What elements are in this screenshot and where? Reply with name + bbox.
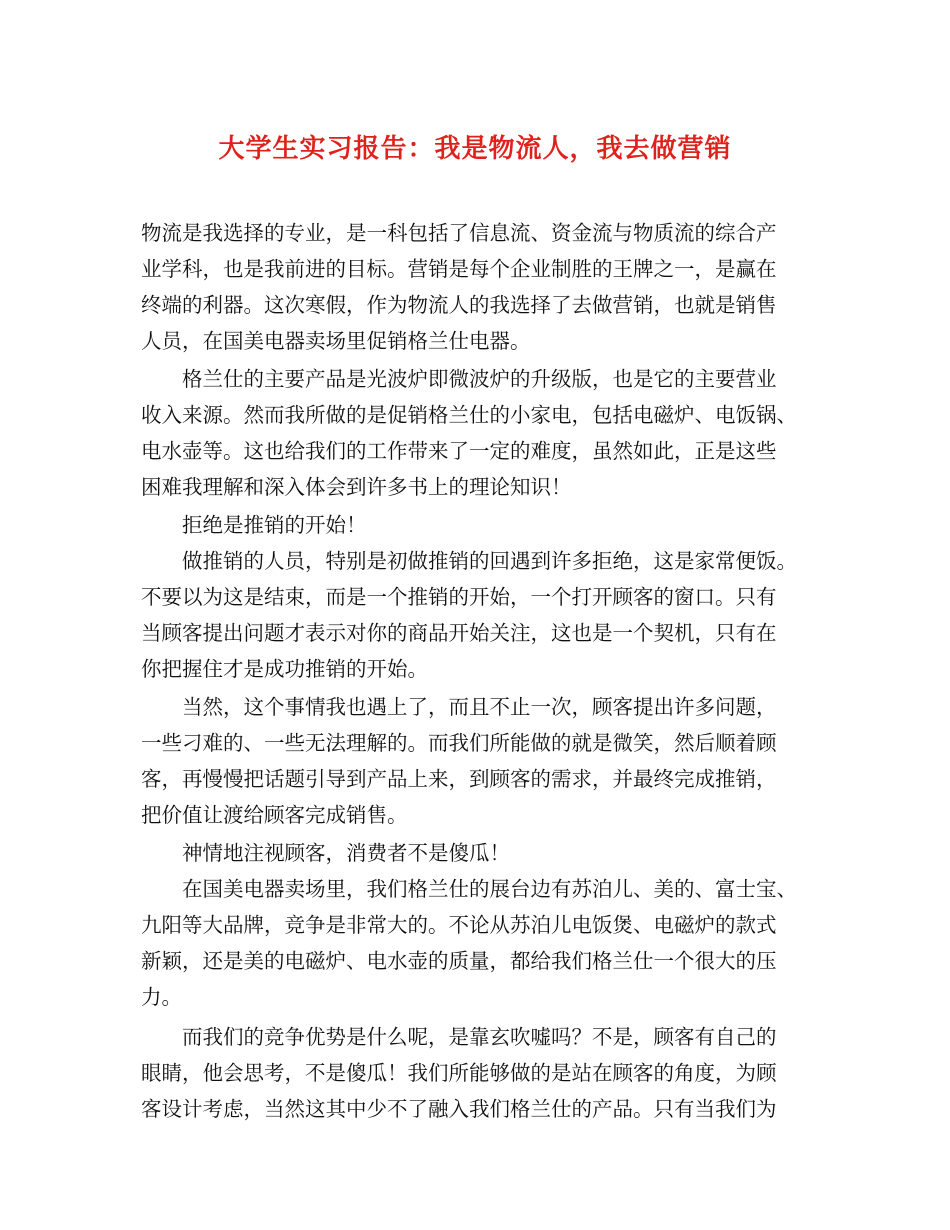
body-line: 格兰仕的主要产品是光波炉即微波炉的升级版，也是它的主要营业 bbox=[182, 367, 777, 391]
section-heading: 拒绝是推销的开始！ bbox=[182, 513, 367, 537]
body-line: 在国美电器卖场里，我们格兰仕的展台边有苏泊儿、美的、富士宝、 bbox=[182, 877, 797, 901]
body-line: 九阳等大品牌，竞争是非常大的。不论从苏泊儿电饭煲、电磁炉的款式 bbox=[141, 913, 777, 937]
body-line: 电水壶等。这也给我们的工作带来了一定的难度，虽然如此，正是这些 bbox=[141, 439, 777, 463]
body-line: 力。 bbox=[141, 985, 182, 1009]
body-line: 人员，在国美电器卖场里促销格兰仕电器。 bbox=[141, 329, 531, 353]
body-line: 新颖，还是美的电磁炉、电水壶的质量，都给我们格兰仕一个很大的压 bbox=[141, 949, 777, 973]
body-line: 当顾客提出问题才表示对你的商品开始关注，这也是一个契机，只有在 bbox=[141, 621, 777, 645]
body-line: 一些刁难的、一些无法理解的。而我们所能做的就是微笑，然后顺着顾 bbox=[141, 731, 777, 755]
body-line: 做推销的人员，特别是初做推销的回遇到许多拒绝，这是家常便饭。 bbox=[182, 549, 797, 573]
section-heading: 神情地注视顾客，消费者不是傻瓜！ bbox=[182, 841, 510, 865]
body-line: 而我们的竞争优势是什么呢，是靠玄吹嘘吗？不是，顾客有自己的 bbox=[182, 1025, 777, 1049]
document-title: 大学生实习报告：我是物流人，我去做营销 bbox=[218, 134, 732, 164]
body-line: 把价值让渡给顾客完成销售。 bbox=[141, 803, 408, 827]
body-line: 不要以为这是结束，而是一个推销的开始，一个打开顾客的窗口。只有 bbox=[141, 585, 777, 609]
body-line: 客，再慢慢把话题引导到产品上来，到顾客的需求，并最终完成推销， bbox=[141, 767, 777, 791]
body-line: 终端的利器。这次寒假，作为物流人的我选择了去做营销，也就是销售 bbox=[141, 293, 777, 317]
body-line: 当然，这个事情我也遇上了，而且不止一次，顾客提出许多问题， bbox=[182, 695, 777, 719]
body-line: 客设计考虑，当然这其中少不了融入我们格兰仕的产品。只有当我们为 bbox=[141, 1097, 777, 1121]
body-line: 你把握住才是成功推销的开始。 bbox=[141, 657, 428, 681]
body-line: 眼睛，他会思考，不是傻瓜！我们所能够做的是站在顾客的角度，为顾 bbox=[141, 1061, 777, 1085]
body-line: 困难我理解和深入体会到许多书上的理论知识！ bbox=[141, 475, 572, 499]
body-line: 物流是我选择的专业，是一科包括了信息流、资金流与物质流的综合产 bbox=[141, 221, 777, 245]
body-line: 收入来源。然而我所做的是促销格兰仕的小家电，包括电磁炉、电饭锅、 bbox=[141, 403, 797, 427]
body-line: 业学科，也是我前进的目标。营销是每个企业制胜的王牌之一，是赢在 bbox=[141, 257, 777, 281]
